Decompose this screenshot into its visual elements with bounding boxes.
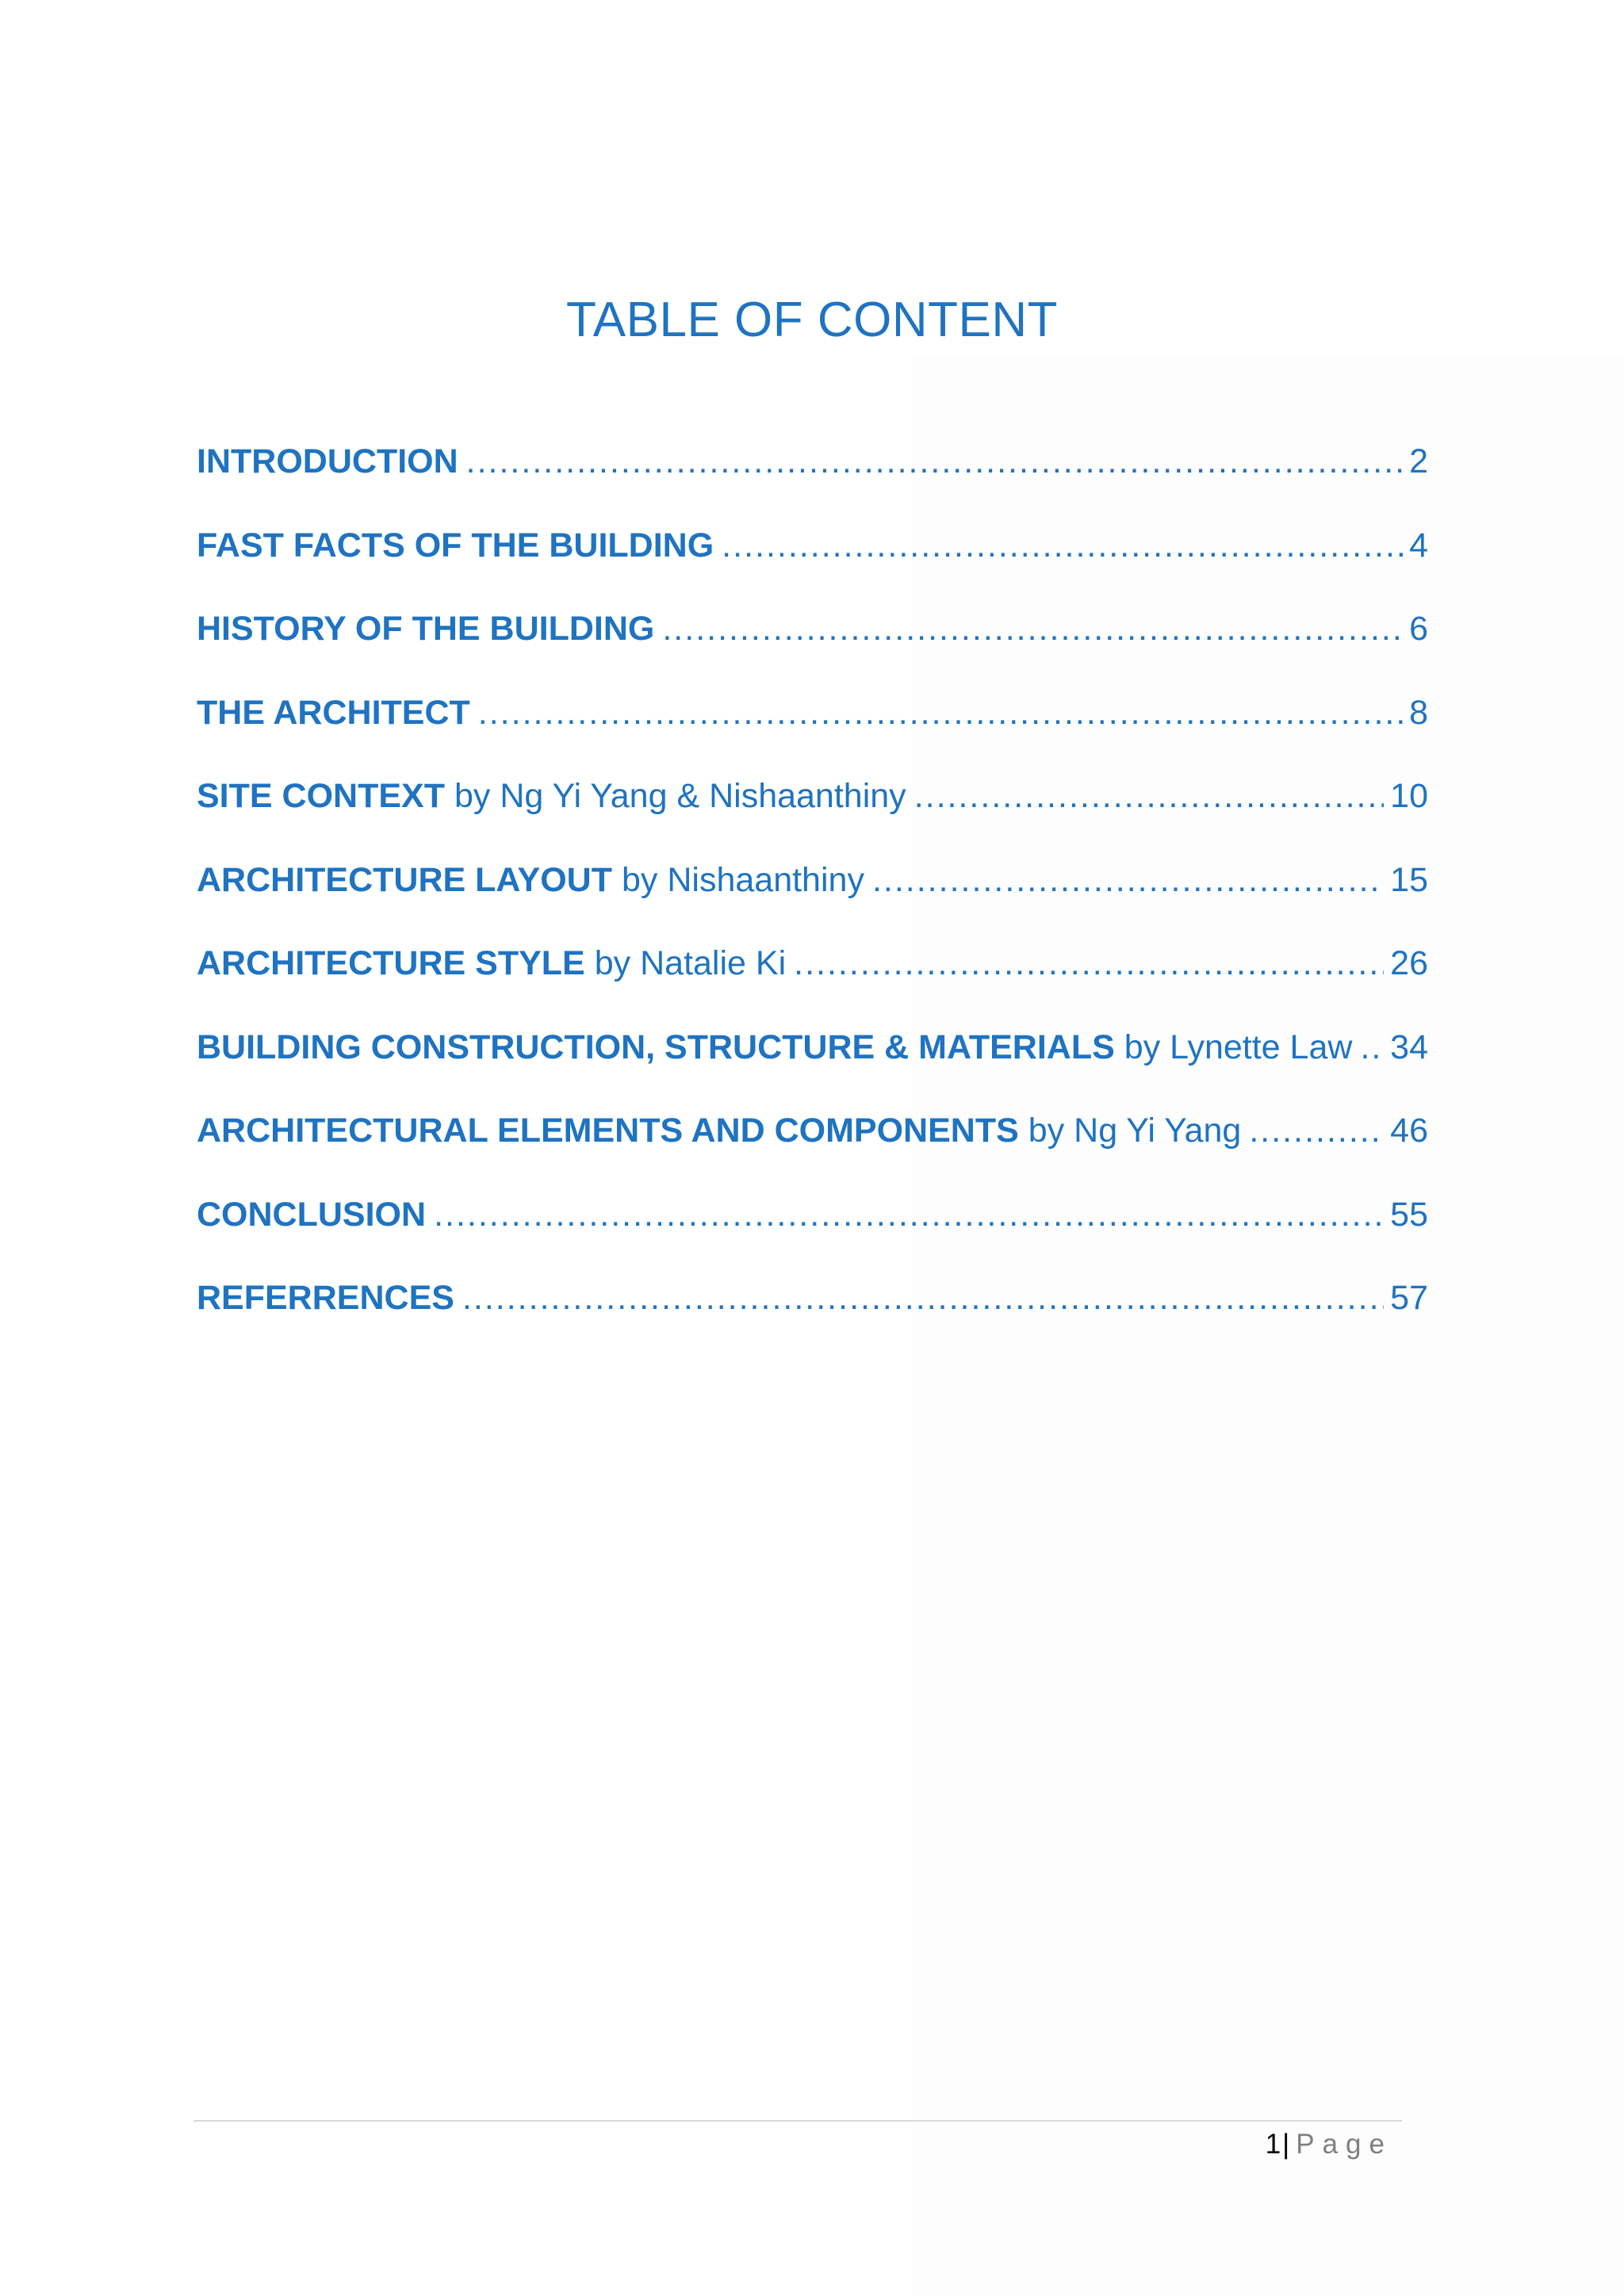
- toc-dot-leader: [462, 1279, 1384, 1318]
- toc-page-number: 55: [1390, 1195, 1428, 1234]
- toc-page-number: 57: [1390, 1279, 1428, 1317]
- toc-entry-title: ARCHITECTURE LAYOUT: [197, 860, 612, 899]
- footer-separator: |: [1282, 2129, 1290, 2160]
- page-title: TABLE OF CONTENT: [565, 293, 1058, 347]
- toc-page-number: 15: [1390, 860, 1428, 899]
- toc-entry-title: HISTORY OF THE BUILDING: [197, 610, 655, 648]
- toc-dot-leader: [434, 1196, 1384, 1234]
- toc-dot-leader: [872, 861, 1384, 900]
- toc-entry-title: ARCHITECTURAL ELEMENTS AND COMPONENTS: [197, 1112, 1019, 1150]
- table-of-contents: [197, 442, 1428, 1363]
- toc-dot-leader: [466, 442, 1403, 481]
- toc-entry-conclusion[interactable]: [197, 1196, 1428, 1280]
- toc-entry-introduction[interactable]: [197, 442, 1428, 526]
- toc-entry-title: BUILDING CONSTRUCTION, STRUCTURE & MATERIALS: [197, 1027, 1115, 1066]
- toc-page-number: 34: [1390, 1027, 1428, 1066]
- toc-entry-title: CONCLUSION: [197, 1195, 427, 1234]
- toc-page-number: 8: [1409, 693, 1428, 732]
- toc-entry-fast-facts[interactable]: [197, 526, 1428, 610]
- toc-entry-author: by Ng Yi Yang: [1028, 1112, 1242, 1150]
- toc-dot-leader: [722, 526, 1403, 565]
- toc-entry-title: FAST FACTS OF THE BUILDING: [197, 526, 714, 564]
- page-footer: [1266, 2129, 1392, 2160]
- toc-entry-title: THE ARCHITECT: [197, 693, 470, 732]
- toc-dot-leader: [478, 694, 1403, 733]
- toc-entry-author: by Nishaanthiny: [621, 860, 864, 899]
- toc-page-number: 2: [1409, 442, 1428, 480]
- toc-entry-architecture-layout[interactable]: [197, 861, 1428, 945]
- footer-divider: [193, 2120, 1402, 2122]
- toc-dot-leader: [1249, 1112, 1384, 1150]
- toc-dot-leader: [794, 944, 1384, 983]
- toc-entry-references[interactable]: [197, 1279, 1428, 1363]
- toc-page-number: 26: [1390, 944, 1428, 982]
- toc-entry-architect[interactable]: [197, 694, 1428, 778]
- toc-entry-site-context[interactable]: [197, 777, 1428, 861]
- toc-dot-leader: [662, 610, 1403, 649]
- toc-entry-title: ARCHITECTURE STYLE: [197, 944, 585, 982]
- toc-entry-title: INTRODUCTION: [197, 442, 458, 480]
- toc-entry-architectural-elements[interactable]: [197, 1112, 1428, 1196]
- toc-page-number: 46: [1390, 1112, 1428, 1150]
- toc-entry-history[interactable]: [197, 610, 1428, 694]
- toc-entry-building-construction[interactable]: [197, 1028, 1428, 1112]
- footer-page-number: 1: [1265, 2129, 1281, 2160]
- toc-dot-leader: [914, 777, 1384, 816]
- toc-entry-title: SITE CONTEXT: [197, 777, 445, 815]
- toc-entry-author: by Lynette Law: [1124, 1027, 1353, 1066]
- toc-page-number: 10: [1390, 777, 1428, 815]
- toc-entry-architecture-style[interactable]: [197, 944, 1428, 1028]
- toc-entry-author: by Ng Yi Yang & Nishaanthiny: [454, 777, 906, 815]
- toc-entry-author: by Natalie Ki: [594, 944, 787, 982]
- toc-entry-title: REFERRENCES: [197, 1279, 454, 1317]
- toc-page-number: 4: [1409, 526, 1428, 564]
- toc-page-number: 6: [1409, 610, 1428, 648]
- footer-page-label: Page: [1296, 2129, 1392, 2160]
- toc-dot-leader: [1360, 1028, 1384, 1067]
